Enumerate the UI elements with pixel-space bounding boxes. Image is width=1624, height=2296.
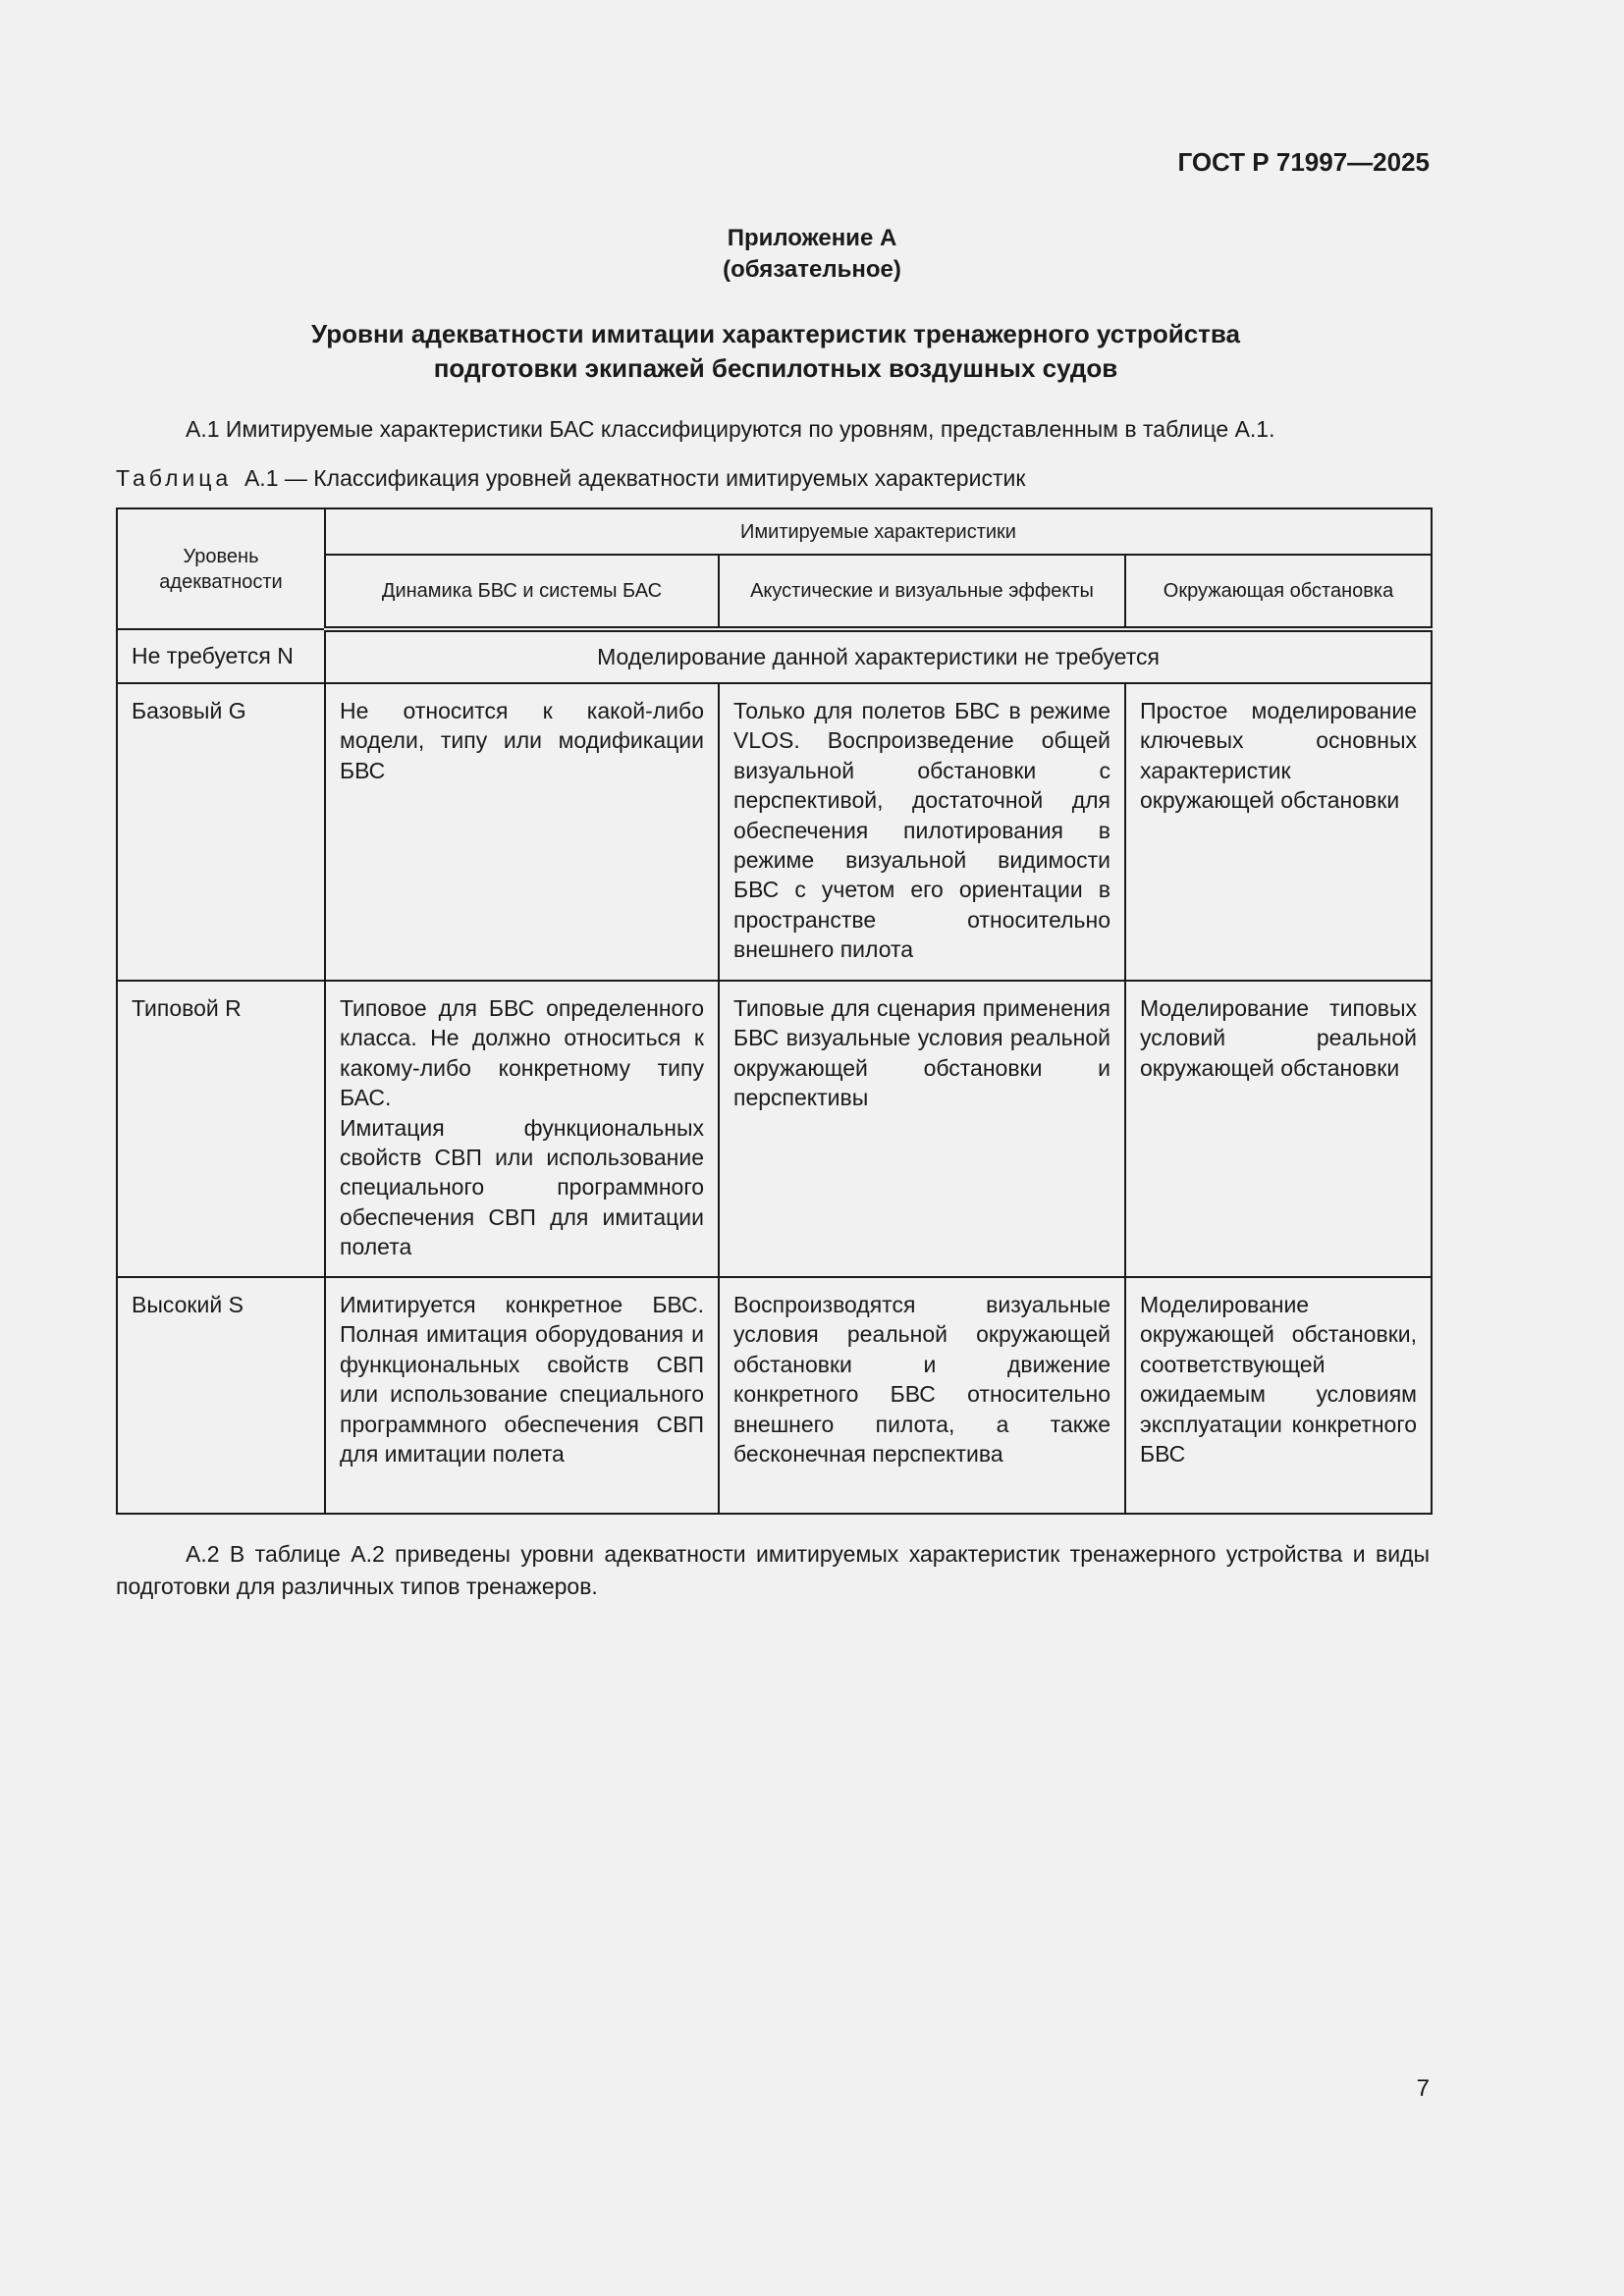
paragraph-a1: А.1 Имитируемые характеристики БАС классифицируются по уровням, представленным в таблице А.1. [186,416,1275,442]
row-level-none: Не требуется N [117,629,325,683]
table-row [117,981,1432,1277]
cell-effects: Типовые для сценария применения БВС визуальные условия реальной окружающей обстановки и перспективы [719,981,1125,1277]
table-caption-text: А.1 — Классификация уровней адекватности имитируемых характеристик [244,465,1026,491]
cell-effects: Воспроизводятся визуальные условия реальной окружающей обстановки и движение конкретного БВС относительно внешнего пилота, а также бесконечная перспектива [719,1277,1125,1514]
table-row [117,683,1432,981]
cell-dynamics-part-2: Имитация функциональных свойств СВП или использование специального программного обеспечения СВП для имитации полета [340,1114,704,1260]
row-level: Базовый G [117,683,325,981]
paragraph-a2: А.2 В таблице А.2 приведены уровни адекватности имитируемых характеристик тренажерного устройства и виды подготовки для различных типов тренажеров. [116,1541,1430,1599]
cell-environment: Простое моделирование ключевых основных характеристик окружающей обстановки [1125,683,1432,981]
cell-environment: Моделирование типовых условий реальной окружающей обстановки [1125,981,1432,1277]
cell-dynamics: Не относится к какой-либо модели, типу или модификации БВС [325,683,719,981]
table-caption-prefix: Таблица [116,465,233,491]
header-level: Уровень адекватности [117,508,325,629]
header-environment: Окружающая обстановка [1125,555,1432,629]
row-level: Высокий S [117,1277,325,1514]
annex-title: Приложение А [727,225,897,251]
header-group: Имитируемые характеристики [325,508,1432,555]
header-dynamics: Динамика БВС и системы БАС [325,555,719,629]
cell-effects: Только для полетов БВС в режиме VLOS. Воспроизведение общей визуальной обстановки с перспективой, достаточной для обеспечения пилотирования в режиме визуальной видимости БВС с учетом его ориентации в пространстве относительно внешнего пилота [719,683,1125,981]
classification-table [116,507,1433,1515]
annex-status: (обязательное) [723,256,901,283]
row-level: Типовой R [117,981,325,1277]
table-caption [116,465,1025,492]
header-effects: Акустические и визуальные эффекты [719,555,1125,629]
page-number: 7 [1416,2075,1430,2102]
appendix-heading-line-2: подготовки экипажей беспилотных воздушных судов [433,353,1118,383]
cell-environment: Моделирование окружающей обстановки, соответствующей ожидаемым условиям эксплуатации конкретного БВС [1125,1277,1432,1514]
document-id: ГОСТ Р 71997—2025 [1177,147,1430,177]
table-row [117,1277,1432,1514]
cell-dynamics: Имитируется конкретное БВС. Полная имитация оборудования и функциональных свойств СВП или использование специального программного обеспечения СВП для имитации полета [325,1277,719,1514]
appendix-heading-line-1: Уровни адекватности имитации характеристик тренажерного устройства [311,319,1240,348]
cell-dynamics-part-1: Типовое для БВС определенного класса. Не должно относиться к какому-либо конкретному типу БАС. [340,995,704,1111]
cell-dynamics [325,981,719,1277]
row-none-text: Моделирование данной характеристики не требуется [325,629,1432,683]
